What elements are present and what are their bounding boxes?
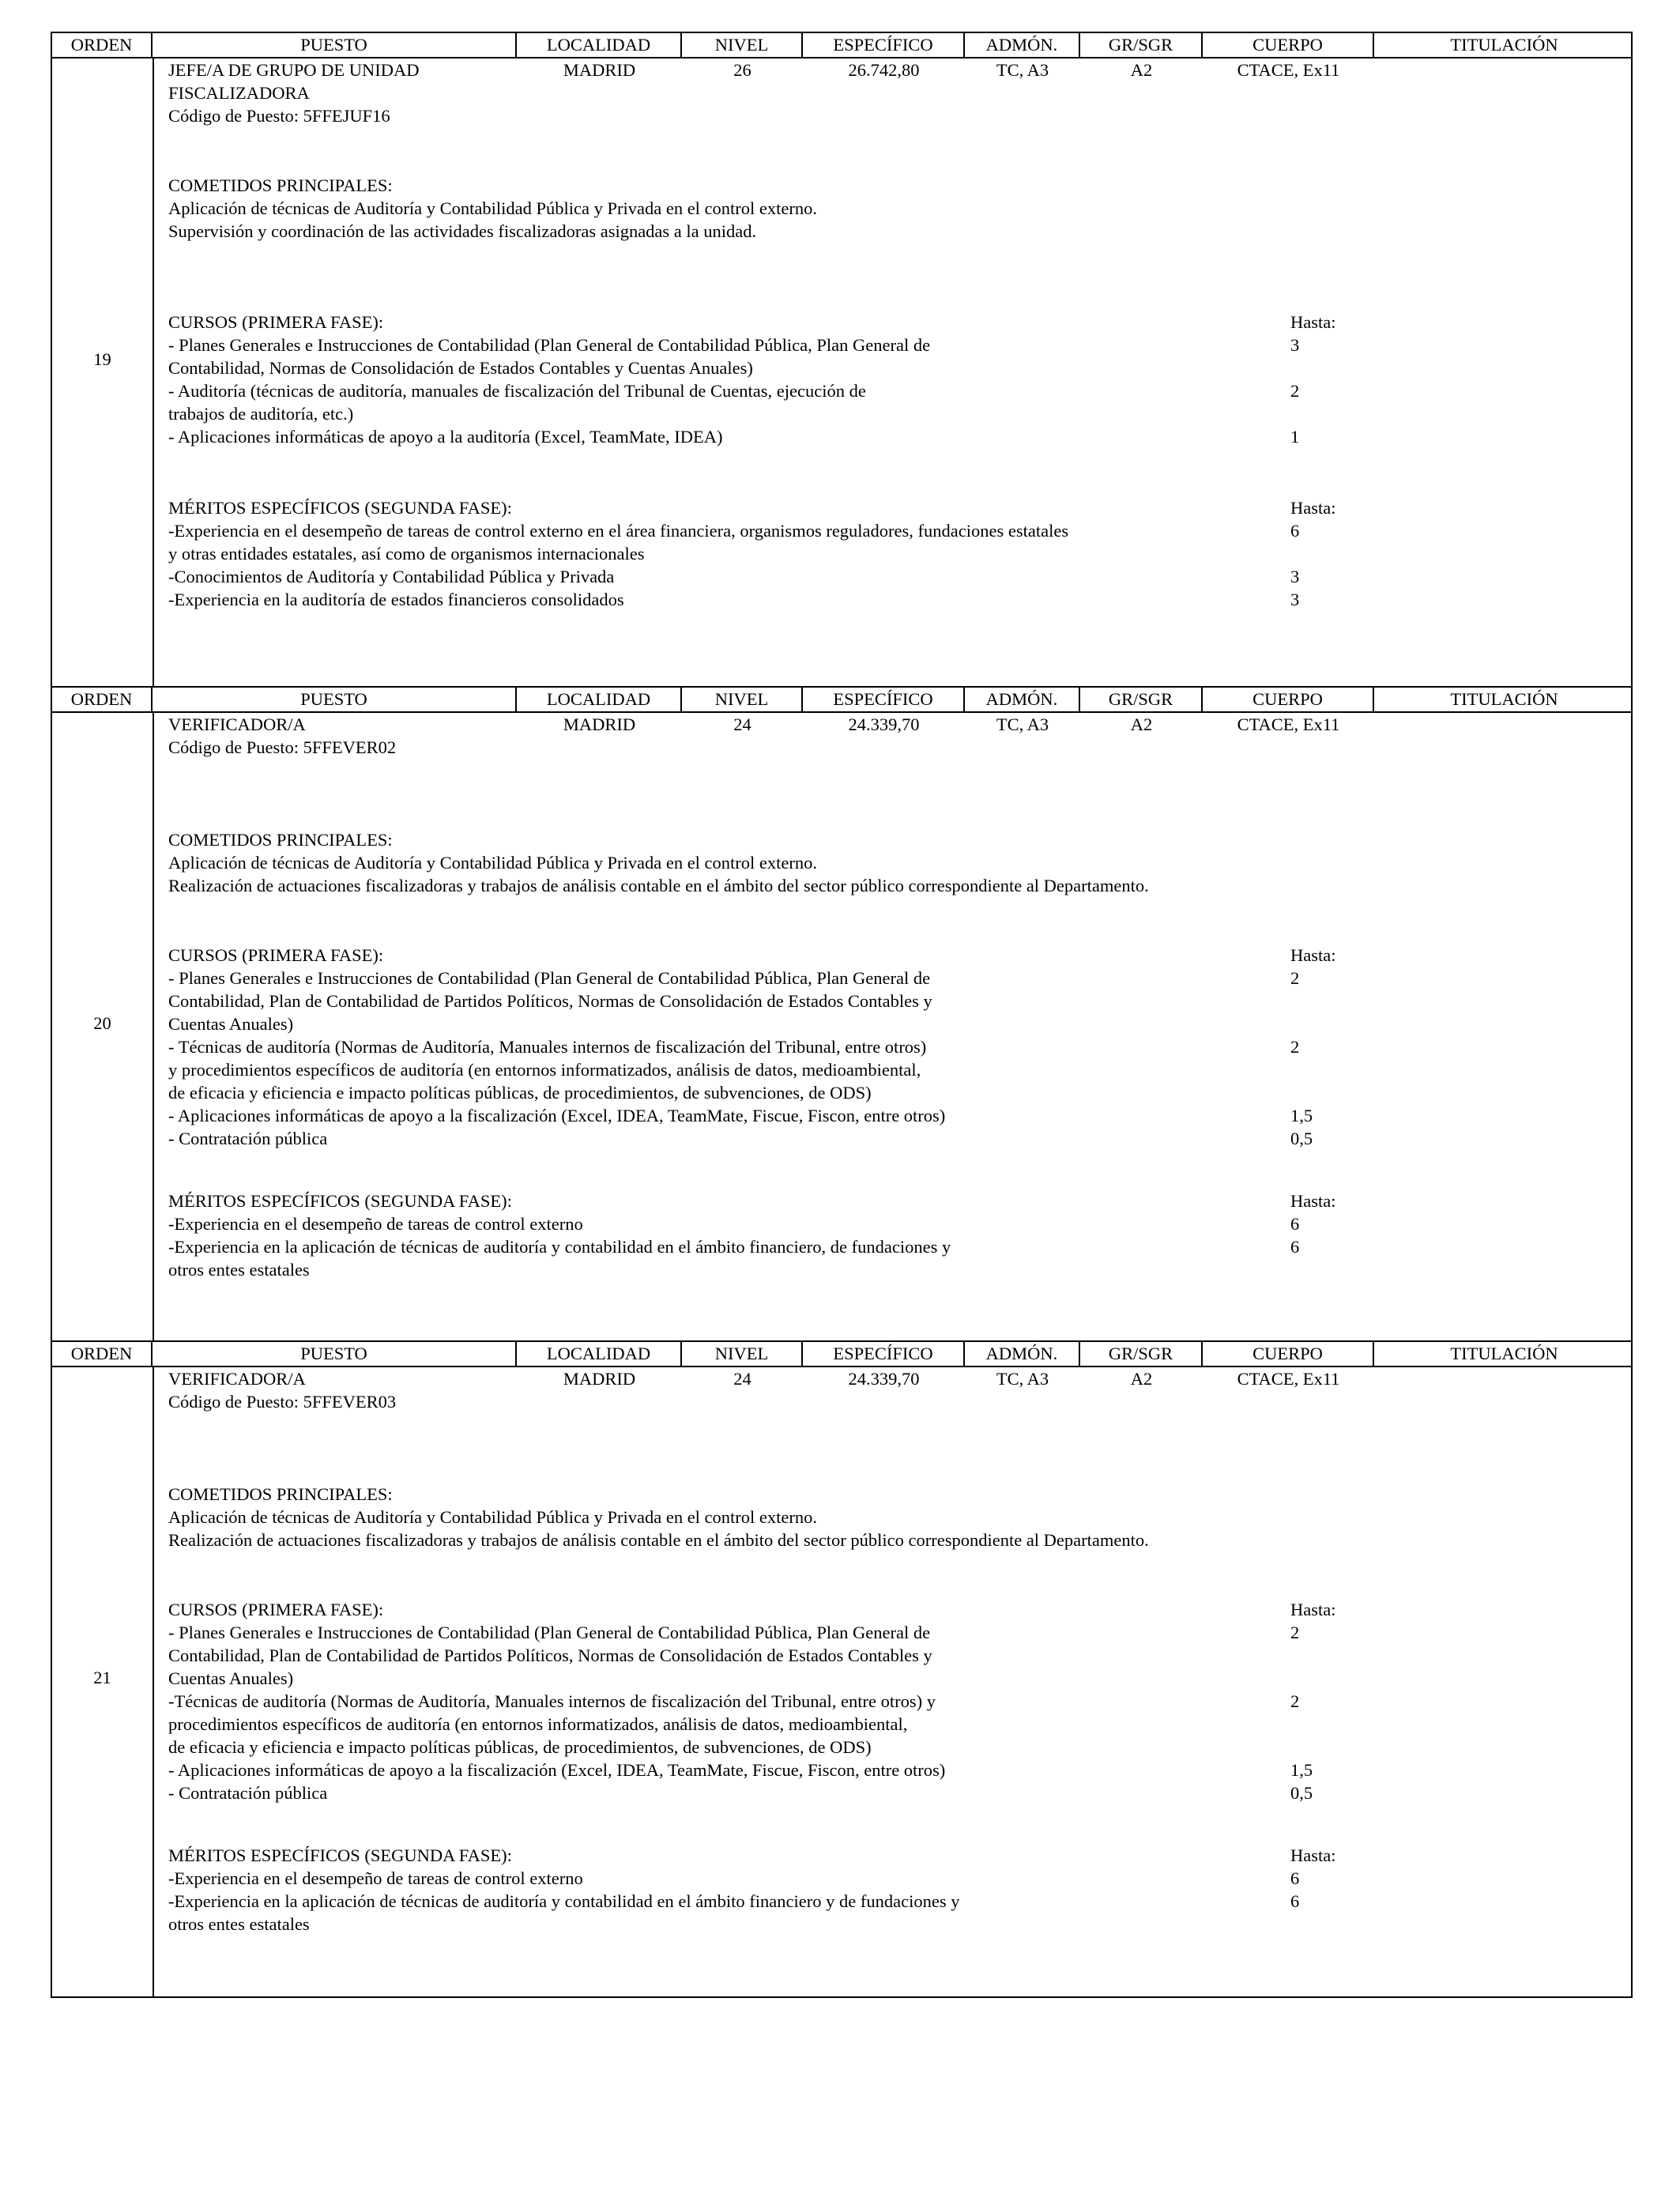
orden-number: 19 [93,349,111,369]
codigo-puesto: Código de Puesto: 5FFEVER02 [168,737,397,757]
curso-line: y procedimientos específicos de auditoría (en entornos informatizados, análisis de datos, medioambiental, [168,1060,921,1080]
merito-line: -Experiencia en la aplicación de técnicas de auditoría y contabilidad en el ámbito financiero y de fundaciones y [168,1891,960,1911]
curso-line: Contabilidad, Normas de Consolidación de Estados Contables y Cuentas Anuales) [168,358,753,378]
header-cuerpo: CUERPO [1203,688,1374,711]
header-especifico: ESPECÍFICO [803,33,965,57]
position-table [51,686,1633,1342]
value-especifico: 24.339,70 [848,714,920,734]
curso-points: 2 [1290,968,1300,988]
merito-line: -Experiencia en la auditoría de estados financieros consolidados [168,590,624,609]
curso-points: 2 [1290,381,1300,401]
curso-line: de eficacia y eficiencia e impacto políticas públicas, de procedimientos, de subvenciones, de ODS) [168,1737,872,1757]
merito-points: 3 [1290,567,1300,586]
merito-points: 6 [1290,521,1300,541]
merito-line: otros entes estatales [168,1260,310,1280]
cometido-line: Supervisión y coordinación de las actividades fiscalizadoras asignadas a la unidad. [168,221,757,241]
orden-number: 20 [93,1013,111,1033]
curso-line: de eficacia y eficiencia e impacto políticas públicas, de procedimientos, de subvenciones, de ODS) [168,1083,872,1103]
header-grsgr: GR/SGR [1080,33,1203,57]
cometido-line: Aplicación de técnicas de Auditoría y Contabilidad Pública y Privada en el control externo. [168,1507,818,1527]
orden-column-divider [153,57,154,686]
value-especifico: 24.339,70 [848,1369,920,1389]
curso-line: Contabilidad, Plan de Contabilidad de Partidos Políticos, Normas de Consolidación de Estados Contables y [168,1646,932,1665]
cometido-line: Aplicación de técnicas de Auditoría y Contabilidad Pública y Privada en el control externo. [168,853,818,873]
header-cuerpo: CUERPO [1203,1342,1374,1366]
table-header-row [52,688,1631,713]
meritos-hasta-label: Hasta: [1290,1845,1336,1865]
header-puesto: PUESTO [153,33,517,57]
curso-line: - Auditoría (técnicas de auditoría, manuales de fiscalización del Tribunal de Cuentas, ejecución de [168,381,866,401]
curso-points: 1,5 [1290,1106,1313,1125]
value-grsgr: A2 [1130,1369,1153,1389]
header-especifico: ESPECÍFICO [803,688,965,711]
curso-line: - Técnicas de auditoría (Normas de Auditoría, Manuales internos de fiscalización del Tribunal, entre otros) [168,1037,927,1057]
merito-points: 6 [1290,1891,1300,1911]
cursos-hasta-label: Hasta: [1290,945,1336,965]
value-admon: TC, A3 [996,714,1049,734]
header-admon: ADMÓN. [965,1342,1080,1366]
header-nivel: NIVEL [682,1342,803,1366]
orden-number: 21 [93,1668,111,1687]
header-titulacion: TITULACIÓN [1450,35,1558,55]
value-nivel: 26 [733,60,751,80]
header-orden: ORDEN [52,1342,153,1366]
codigo-puesto: Código de Puesto: 5FFEJUF16 [168,106,390,126]
table-header-row [52,33,1631,58]
value-localidad: MADRID [563,1369,636,1389]
curso-line: - Planes Generales e Instrucciones de Contabilidad (Plan General de Contabilidad Pública, Plan General de [168,1623,931,1642]
merito-line: y otras entidades estatales, así como de organismos internacionales [168,544,645,564]
cursos-hasta-label: Hasta: [1290,312,1336,332]
codigo-puesto: Código de Puesto: 5FFEVER03 [168,1392,397,1412]
header-admon: ADMÓN. [965,33,1080,57]
header-cuerpo: CUERPO [1203,33,1374,57]
header-nivel: NIVEL [682,33,803,57]
cometido-line: Realización de actuaciones fiscalizadoras y trabajos de análisis contable en el ámbito del sector público correspondiente al Departamento. [168,1530,1149,1550]
value-localidad: MADRID [563,714,636,734]
curso-line: Cuentas Anuales) [168,1668,294,1688]
header-puesto: PUESTO [153,688,517,711]
cometido-line: Realización de actuaciones fiscalizadoras y trabajos de análisis contable en el ámbito del sector público correspondiente al Departamento. [168,876,1149,895]
header-especifico: ESPECÍFICO [803,1342,965,1366]
merito-line: -Experiencia en el desempeño de tareas de control externo [168,1214,583,1234]
header-nivel: NIVEL [682,688,803,711]
puesto-title: JEFE/A DE GRUPO DE UNIDAD [168,60,420,80]
merito-points: 6 [1290,1868,1300,1888]
header-localidad: LOCALIDAD [517,688,682,711]
value-grsgr: A2 [1130,60,1153,80]
header-localidad: LOCALIDAD [517,1342,682,1366]
merito-line: otros entes estatales [168,1914,310,1934]
header-orden: ORDEN [52,688,153,711]
header-titulacion: TITULACIÓN [1450,1344,1558,1363]
curso-line: procedimientos específicos de auditoría (en entornos informatizados, análisis de datos, medioambiental, [168,1714,908,1734]
curso-line: Cuentas Anuales) [168,1014,294,1034]
curso-line: Contabilidad, Plan de Contabilidad de Partidos Políticos, Normas de Consolidación de Estados Contables y [168,991,932,1011]
value-admon: TC, A3 [996,1369,1049,1389]
puesto-title: FISCALIZADORA [168,83,310,103]
orden-column-divider [153,711,154,1340]
meritos-heading: MÉRITOS ESPECÍFICOS (SEGUNDA FASE): [168,1191,512,1211]
header-admon: ADMÓN. [965,688,1080,711]
merito-points: 6 [1290,1237,1300,1257]
curso-line: - Contratación pública [168,1783,328,1803]
curso-points: 3 [1290,335,1300,355]
header-orden: ORDEN [52,33,153,57]
cursos-hasta-label: Hasta: [1290,1600,1336,1619]
curso-line: - Contratación pública [168,1129,328,1148]
cometidos-heading: COMETIDOS PRINCIPALES: [168,1484,393,1504]
meritos-heading: MÉRITOS ESPECÍFICOS (SEGUNDA FASE): [168,1845,512,1865]
curso-line: -Técnicas de auditoría (Normas de Auditoría, Manuales internos de fiscalización del Tribunal, entre otros) y [168,1691,936,1711]
value-grsgr: A2 [1130,714,1153,734]
cometido-line: Aplicación de técnicas de Auditoría y Contabilidad Pública y Privada en el control externo. [168,198,818,218]
value-admon: TC, A3 [996,60,1049,80]
meritos-hasta-label: Hasta: [1290,1191,1336,1211]
cometidos-heading: COMETIDOS PRINCIPALES: [168,175,393,195]
curso-line: trabajos de auditoría, etc.) [168,404,354,424]
curso-points: 1,5 [1290,1760,1313,1780]
merito-line: -Conocimientos de Auditoría y Contabilidad Pública y Privada [168,567,615,586]
value-localidad: MADRID [563,60,636,80]
puesto-title: VERIFICADOR/A [168,714,306,734]
cursos-heading: CURSOS (PRIMERA FASE): [168,312,384,332]
merito-line: -Experiencia en la aplicación de técnicas de auditoría y contabilidad en el ámbito financiero, de fundaciones y [168,1237,951,1257]
cometidos-heading: COMETIDOS PRINCIPALES: [168,830,393,850]
value-nivel: 24 [733,1369,751,1389]
header-puesto: PUESTO [153,1342,517,1366]
curso-line: - Aplicaciones informáticas de apoyo a la fiscalización (Excel, IDEA, TeamMate, Fiscue, Fiscon, entre otros) [168,1106,946,1125]
curso-line: - Aplicaciones informáticas de apoyo a la fiscalización (Excel, IDEA, TeamMate, Fiscue, Fiscon, entre otros) [168,1760,946,1780]
curso-line: - Aplicaciones informáticas de apoyo a la auditoría (Excel, TeamMate, IDEA) [168,427,723,447]
merito-line: -Experiencia en el desempeño de tareas de control externo [168,1868,583,1888]
orden-column-divider [153,1366,154,1996]
value-cuerpo: CTACE, Ex11 [1237,60,1340,80]
header-grsgr: GR/SGR [1080,1342,1203,1366]
meritos-hasta-label: Hasta: [1290,498,1336,518]
position-table [51,1340,1633,1998]
merito-points: 6 [1290,1214,1300,1234]
curso-points: 2 [1290,1037,1300,1057]
curso-points: 2 [1290,1691,1300,1711]
cursos-heading: CURSOS (PRIMERA FASE): [168,945,384,965]
header-titulacion: TITULACIÓN [1450,689,1558,709]
curso-points: 1 [1290,427,1300,447]
cursos-heading: CURSOS (PRIMERA FASE): [168,1600,384,1619]
merito-points: 3 [1290,590,1300,609]
puesto-title: VERIFICADOR/A [168,1369,306,1389]
meritos-heading: MÉRITOS ESPECÍFICOS (SEGUNDA FASE): [168,498,512,518]
curso-points: 2 [1290,1623,1300,1642]
header-localidad: LOCALIDAD [517,33,682,57]
curso-points: 0,5 [1290,1783,1313,1803]
value-nivel: 24 [733,714,751,734]
table-header-row [52,1342,1631,1367]
value-cuerpo: CTACE, Ex11 [1237,714,1340,734]
value-cuerpo: CTACE, Ex11 [1237,1369,1340,1389]
curso-points: 0,5 [1290,1129,1313,1148]
position-table [51,32,1633,688]
header-grsgr: GR/SGR [1080,688,1203,711]
curso-line: - Planes Generales e Instrucciones de Contabilidad (Plan General de Contabilidad Pública, Plan General de [168,335,931,355]
merito-line: -Experiencia en el desempeño de tareas de control externo en el área financiera, organismos reguladores, fundaciones estatales [168,521,1069,541]
value-especifico: 26.742,80 [848,60,920,80]
curso-line: - Planes Generales e Instrucciones de Contabilidad (Plan General de Contabilidad Pública, Plan General de [168,968,931,988]
